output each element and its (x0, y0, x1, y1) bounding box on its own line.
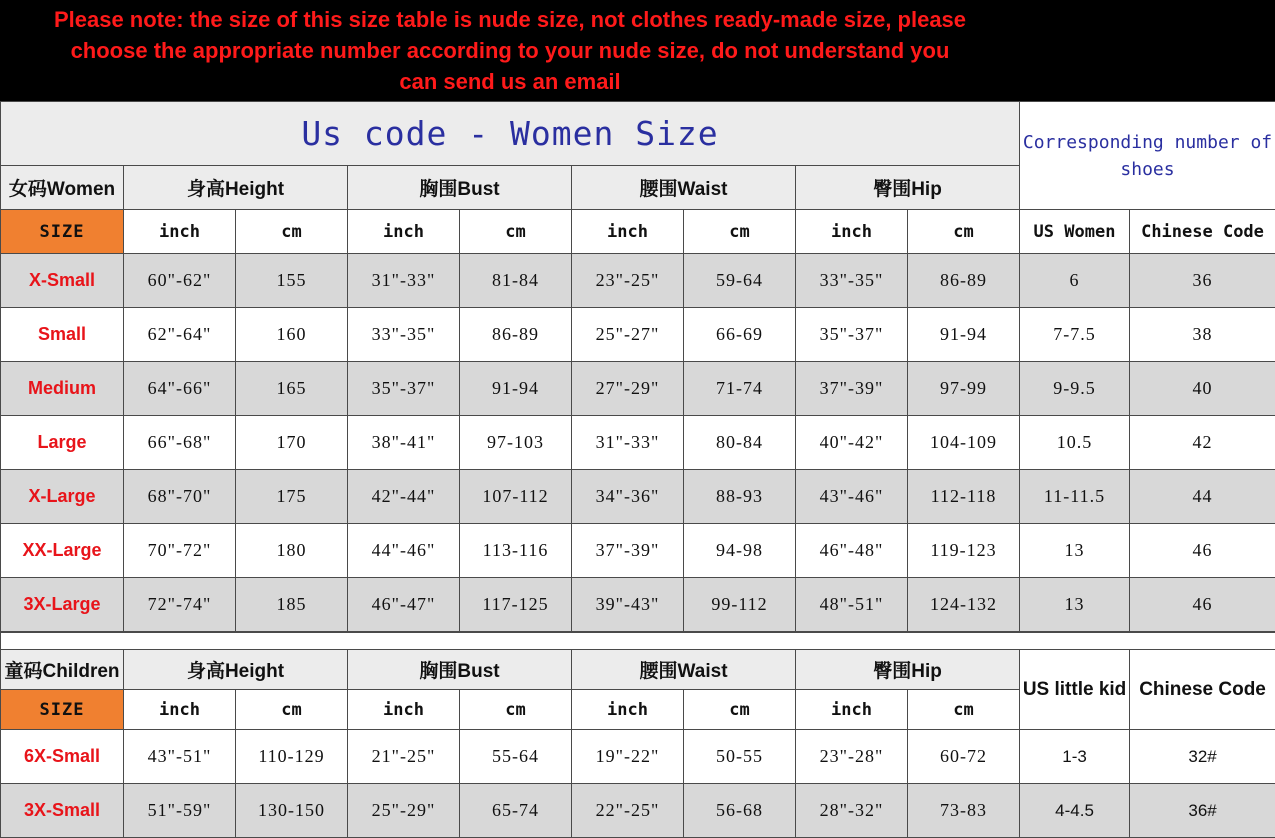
measure-bust-cm: 97-103 (460, 416, 572, 470)
measure-waist-in: 34"-36" (572, 470, 684, 524)
size-column-header: SIZE (1, 210, 124, 254)
measure-height-cm: 165 (236, 362, 348, 416)
us-shoe-size: 1-3 (1020, 730, 1130, 784)
chinese-shoe-code: 46 (1130, 578, 1275, 632)
measure-waist-cm: 66-69 (684, 308, 796, 362)
measure-waist-cm: 99-112 (684, 578, 796, 632)
us-shoe-size: 9-9.5 (1020, 362, 1130, 416)
chinese-shoe-code: 36# (1130, 784, 1275, 838)
hip-header: 臀围Hip (796, 166, 1020, 210)
unit-cm: cm (908, 210, 1020, 254)
unit-inch: inch (796, 690, 908, 730)
unit-cm: cm (460, 210, 572, 254)
measure-hip-cm: 86-89 (908, 254, 1020, 308)
table-row (1, 578, 1275, 632)
us-shoe-size: 10.5 (1020, 416, 1130, 470)
measure-height-in: 60"-62" (124, 254, 236, 308)
measure-bust-in: 44"-46" (348, 524, 460, 578)
measure-waist-in: 27"-29" (572, 362, 684, 416)
table-row (1, 524, 1275, 578)
measure-waist-cm: 50-55 (684, 730, 796, 784)
chinese-shoe-code: 36 (1130, 254, 1275, 308)
measure-bust-in: 25"-29" (348, 784, 460, 838)
unit-cm: cm (908, 690, 1020, 730)
unit-cm: cm (684, 690, 796, 730)
table-spacer (0, 632, 1275, 650)
chinese-shoe-code: 42 (1130, 416, 1275, 470)
unit-inch: inch (348, 210, 460, 254)
women-size-table (0, 101, 1275, 632)
measure-height-cm: 160 (236, 308, 348, 362)
measure-hip-cm: 73-83 (908, 784, 1020, 838)
table-row (1, 416, 1275, 470)
bust-header: 胸围Bust (348, 166, 572, 210)
measure-bust-cm: 107-112 (460, 470, 572, 524)
measure-hip-in: 28"-32" (796, 784, 908, 838)
measure-hip-in: 33"-35" (796, 254, 908, 308)
height-header: 身高Height (124, 650, 348, 690)
chinese-shoe-code: 46 (1130, 524, 1275, 578)
waist-header: 腰围Waist (572, 166, 796, 210)
measure-waist-cm: 80-84 (684, 416, 796, 470)
size-name: 3X-Large (1, 578, 124, 632)
us-shoe-size: 13 (1020, 524, 1130, 578)
size-name: Medium (1, 362, 124, 416)
unit-cm: cm (236, 210, 348, 254)
women-group-label: 女码Women (1, 166, 124, 210)
measure-waist-in: 37"-39" (572, 524, 684, 578)
us-women-header: US Women (1020, 210, 1130, 254)
size-chart (0, 101, 1275, 838)
measure-hip-cm: 112-118 (908, 470, 1020, 524)
chinese-shoe-code: 44 (1130, 470, 1275, 524)
size-name: Small (1, 308, 124, 362)
measure-bust-cm: 81-84 (460, 254, 572, 308)
unit-inch: inch (796, 210, 908, 254)
us-shoe-size: 13 (1020, 578, 1130, 632)
size-name: 6X-Small (1, 730, 124, 784)
measure-height-cm: 185 (236, 578, 348, 632)
measure-waist-in: 22"-25" (572, 784, 684, 838)
measure-bust-cm: 91-94 (460, 362, 572, 416)
table-row (1, 362, 1275, 416)
measure-height-cm: 130-150 (236, 784, 348, 838)
chinese-shoe-code: 40 (1130, 362, 1275, 416)
measure-height-in: 72"-74" (124, 578, 236, 632)
measure-bust-in: 38"-41" (348, 416, 460, 470)
measure-height-in: 64"-66" (124, 362, 236, 416)
measure-hip-cm: 119-123 (908, 524, 1020, 578)
children-group-label: 童码Children (1, 650, 124, 690)
measure-bust-in: 33"-35" (348, 308, 460, 362)
measure-hip-cm: 124-132 (908, 578, 1020, 632)
measure-hip-in: 37"-39" (796, 362, 908, 416)
measure-height-cm: 170 (236, 416, 348, 470)
measure-hip-in: 35"-37" (796, 308, 908, 362)
chinese-shoe-code: 32# (1130, 730, 1275, 784)
size-name: X-Large (1, 470, 124, 524)
shoes-header: Corresponding number of shoes (1020, 102, 1275, 210)
measure-waist-in: 39"-43" (572, 578, 684, 632)
us-shoe-size: 7-7.5 (1020, 308, 1130, 362)
table-row (1, 470, 1275, 524)
size-column-header: SIZE (1, 690, 124, 730)
us-little-kid-header: US little kid (1020, 650, 1130, 730)
unit-cm: cm (236, 690, 348, 730)
chinese-shoe-code: 38 (1130, 308, 1275, 362)
chinese-code-header: Chinese Code (1130, 650, 1275, 730)
measure-waist-in: 23"-25" (572, 254, 684, 308)
measure-height-in: 70"-72" (124, 524, 236, 578)
size-name: Large (1, 416, 124, 470)
measure-hip-cm: 97-99 (908, 362, 1020, 416)
us-shoe-size: 11-11.5 (1020, 470, 1130, 524)
table-row (1, 308, 1275, 362)
measure-bust-cm: 86-89 (460, 308, 572, 362)
size-name: XX-Large (1, 524, 124, 578)
measure-height-cm: 175 (236, 470, 348, 524)
notice-banner (0, 0, 1275, 101)
measure-waist-in: 31"-33" (572, 416, 684, 470)
table-title: Us code - Women Size (1, 102, 1020, 166)
measure-waist-in: 19"-22" (572, 730, 684, 784)
children-size-table (0, 649, 1275, 838)
measure-bust-cm: 117-125 (460, 578, 572, 632)
unit-inch: inch (572, 210, 684, 254)
measure-waist-cm: 88-93 (684, 470, 796, 524)
us-shoe-size: 6 (1020, 254, 1130, 308)
measure-bust-in: 31"-33" (348, 254, 460, 308)
measure-hip-cm: 104-109 (908, 416, 1020, 470)
us-shoe-size: 4-4.5 (1020, 784, 1130, 838)
measure-waist-cm: 56-68 (684, 784, 796, 838)
unit-inch: inch (124, 210, 236, 254)
waist-header: 腰围Waist (572, 650, 796, 690)
measure-bust-in: 46"-47" (348, 578, 460, 632)
measure-height-in: 62"-64" (124, 308, 236, 362)
notice-line-1: Please note: the size of this size table is nude size, not clothes ready-made size, please (53, 7, 967, 32)
unit-inch: inch (124, 690, 236, 730)
chinese-code-header: Chinese Code (1130, 210, 1275, 254)
measure-height-cm: 110-129 (236, 730, 348, 784)
table-row (1, 784, 1275, 838)
unit-inch: inch (348, 690, 460, 730)
table-row (1, 730, 1275, 784)
measure-hip-cm: 91-94 (908, 308, 1020, 362)
measure-bust-in: 35"-37" (348, 362, 460, 416)
size-name: 3X-Small (1, 784, 124, 838)
measure-waist-cm: 59-64 (684, 254, 796, 308)
height-header: 身高Height (124, 166, 348, 210)
bust-header: 胸围Bust (348, 650, 572, 690)
measure-height-in: 43"-51" (124, 730, 236, 784)
notice-line-3: can send us an email (399, 69, 621, 94)
measure-waist-in: 25"-27" (572, 308, 684, 362)
measure-hip-in: 40"-42" (796, 416, 908, 470)
hip-header: 臀围Hip (796, 650, 1020, 690)
measure-height-in: 51"-59" (124, 784, 236, 838)
table-row (1, 254, 1275, 308)
measure-bust-cm: 113-116 (460, 524, 572, 578)
measure-height-cm: 180 (236, 524, 348, 578)
measure-waist-cm: 94-98 (684, 524, 796, 578)
measure-waist-cm: 71-74 (684, 362, 796, 416)
measure-bust-cm: 65-74 (460, 784, 572, 838)
unit-cm: cm (460, 690, 572, 730)
measure-height-cm: 155 (236, 254, 348, 308)
measure-hip-in: 46"-48" (796, 524, 908, 578)
unit-inch: inch (572, 690, 684, 730)
measure-hip-in: 48"-51" (796, 578, 908, 632)
measure-height-in: 68"-70" (124, 470, 236, 524)
measure-hip-in: 23"-28" (796, 730, 908, 784)
measure-bust-in: 42"-44" (348, 470, 460, 524)
measure-hip-in: 43"-46" (796, 470, 908, 524)
measure-height-in: 66"-68" (124, 416, 236, 470)
notice-line-2: choose the appropriate number according to your nude size, do not understand you (70, 38, 950, 63)
measure-bust-cm: 55-64 (460, 730, 572, 784)
unit-cm: cm (684, 210, 796, 254)
measure-hip-cm: 60-72 (908, 730, 1020, 784)
measure-bust-in: 21"-25" (348, 730, 460, 784)
size-name: X-Small (1, 254, 124, 308)
